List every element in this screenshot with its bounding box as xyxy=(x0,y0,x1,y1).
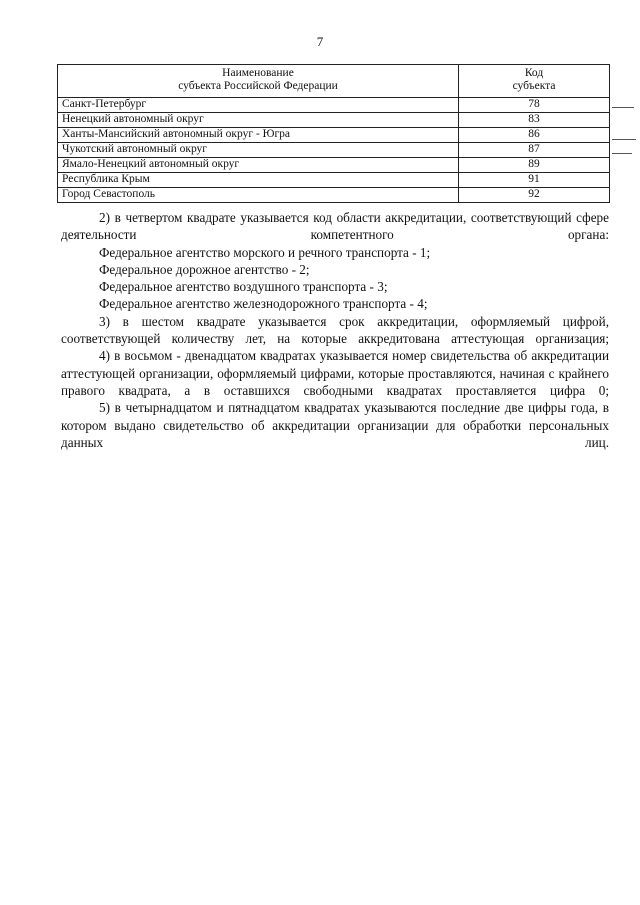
header-subject-code xyxy=(459,65,610,98)
subject-name: Ханты-Мансийский автономный округ - Югра xyxy=(58,128,459,143)
header-code-line2: субъекта xyxy=(512,80,556,92)
paragraph: 2) в четвертом квадрате указывается код области аккредитации, соответствующий сфере деятельности компетентного органа: xyxy=(61,210,609,243)
subject-code: 83 xyxy=(459,113,610,128)
subject-code: 89 xyxy=(459,158,610,173)
header-name-line2: субъекта Российской Федерации xyxy=(178,80,338,92)
subject-code: 78 xyxy=(459,98,610,113)
table-row xyxy=(58,173,610,188)
subject-code: 86 xyxy=(459,128,610,143)
subject-code: 92 xyxy=(459,188,610,203)
scan-margin-mark xyxy=(612,153,632,154)
paragraph: 3) в шестом квадрате указывается срок аккредитации, оформляемый цифрой, соответствующей количеству лет, на которые аккредитована аттестующая организация; xyxy=(61,313,609,347)
table-row xyxy=(58,158,610,173)
paragraph: Федеральное агентство морского и речного транспорта - 1; xyxy=(99,244,431,260)
table-row xyxy=(58,128,610,143)
table-row xyxy=(58,188,610,203)
header-name-line1: Наименование xyxy=(222,67,294,79)
header-subject-name xyxy=(58,65,459,98)
table-row xyxy=(58,113,610,128)
subject-code: 91 xyxy=(459,173,610,188)
body-text xyxy=(61,209,609,451)
subject-code: 87 xyxy=(459,143,610,158)
scan-margin-mark xyxy=(612,139,636,140)
table-row xyxy=(58,98,610,113)
table-row xyxy=(58,143,610,158)
subject-name: Город Севастополь xyxy=(58,188,459,203)
subject-name: Чукотский автономный округ xyxy=(58,143,459,158)
paragraph: 4) в восьмом - двенадцатом квадратах указывается номер свидетельства об аккредитации аттестующей организации, оформляемый цифрами, которые проставляются, начиная с крайнего правого квадрата, а в оставшихся свободными квадратах проставляется цифра 0; xyxy=(61,348,609,398)
paragraph: Федеральное дорожное агентство - 2; xyxy=(99,261,310,277)
subject-name: Ямало-Ненецкий автономный округ xyxy=(58,158,459,173)
paragraph: Федеральное агентство железнодорожного транспорта - 4; xyxy=(99,296,428,312)
subject-name: Санкт-Петербург xyxy=(58,98,459,113)
scan-margin-mark xyxy=(612,107,634,108)
subjects-table xyxy=(57,64,610,203)
subject-name: Ненецкий автономный округ xyxy=(58,113,459,128)
page-number: 7 xyxy=(316,34,324,49)
paragraph: 5) в четырнадцатом и пятнадцатом квадратах указываются последние две цифры года, в котором выдано свидетельство об аккредитации организации для обработки персональных данных лиц. xyxy=(61,400,609,450)
subject-name: Республика Крым xyxy=(58,173,459,188)
header-code-line1: Код xyxy=(524,67,544,79)
table-header-row xyxy=(58,65,610,98)
paragraph: Федеральное агентство воздушного транспорта - 3; xyxy=(99,279,388,295)
